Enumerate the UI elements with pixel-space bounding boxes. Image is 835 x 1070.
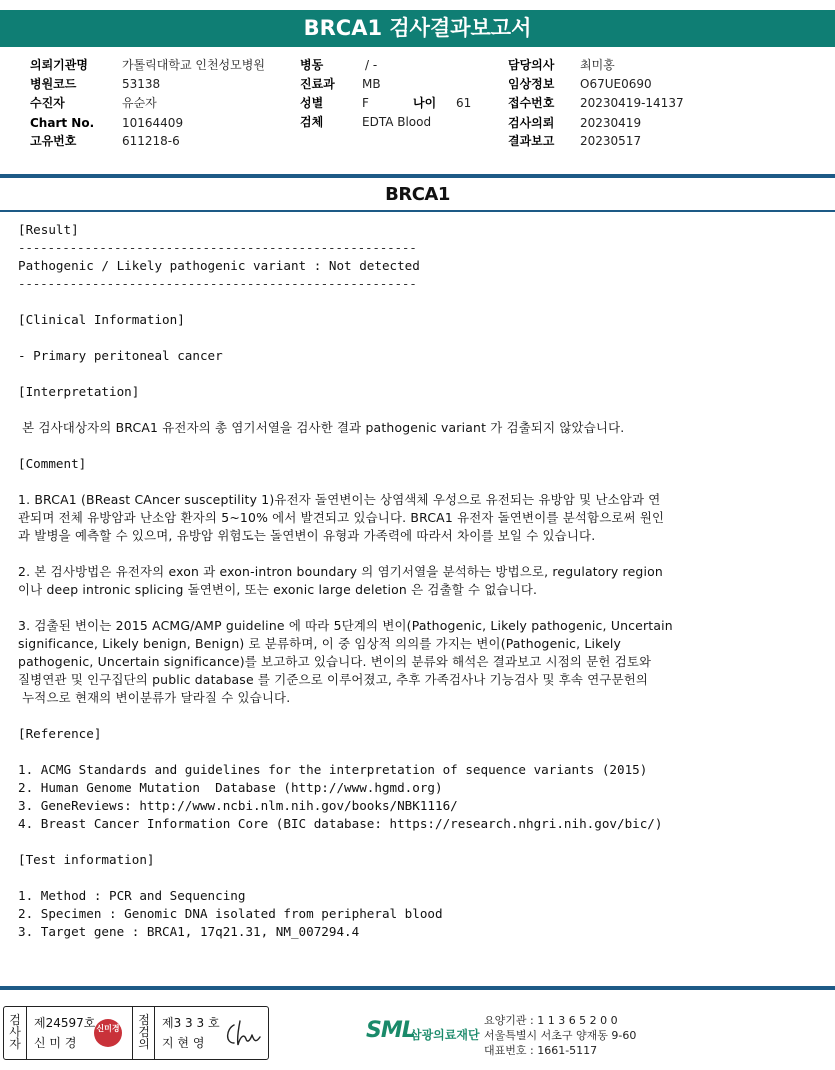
org-name: 삼광의료재단	[410, 1028, 480, 1042]
sml-logo	[366, 1018, 415, 1044]
test-info-item: 2. Specimen : Genomic DNA isolated from peripheral blood	[18, 906, 443, 921]
value-receipt-no: 20230419-14137	[580, 96, 684, 110]
comment-3-line: 질병연관 및 인구집단의 public database 를 기준으로 이루어졌고, 추후 가족검사나 기능검사 및 후속 연구문헌의	[18, 672, 649, 687]
header-divider	[0, 174, 835, 178]
inspector-name: 신 미 경	[34, 1036, 77, 1050]
result-text: Pathogenic / Likely pathogenic variant : Not detected	[18, 258, 420, 273]
test-info-item: 1. Method : PCR and Sequencing	[18, 888, 246, 903]
section-title: BRCA1	[385, 184, 450, 205]
comment-2-line: 2. 본 검사방법은 유전자의 exon 과 exon-intron boundary 의 염기서열을 분석하는 방법으로, regulatory region	[18, 564, 663, 579]
comment-1-line: 관되며 전체 유방암과 난소암 환자의 5~10% 에서 발견되고 있습니다. BRCA1 유전자 돌연변이를 분석함으로써 원인	[18, 510, 665, 525]
org-info-phone: 대표번호 : 1661-5117	[484, 1044, 598, 1057]
value-sex: F	[362, 96, 369, 110]
value-patient: 유순자	[122, 96, 157, 110]
comment-1-line: 과 발병을 예측할 수 있으며, 유방암 위험도는 돌연변이 유형과 가족력에 따라서 차이를 보일 수 있습니다.	[18, 528, 596, 543]
inspector-seal-stamp: 신미경	[94, 1019, 122, 1047]
clinical-heading: [Clinical Information]	[18, 312, 185, 327]
inspector-license-no: 제24597호	[34, 1016, 96, 1030]
value-chart-no: 10164409	[122, 116, 184, 130]
comment-3-line: pathogenic, Uncertain significance)를 보고하고 있습니다. 변이의 분류와 해석은 결과보고 시점의 문헌 검토와	[18, 654, 652, 669]
comment-heading: [Comment]	[18, 456, 87, 471]
comment-2-line: 이나 deep intronic splicing 돌연변이, 또는 exonic large deletion 은 검출할 수 없습니다.	[18, 582, 538, 597]
reviewer-label	[137, 1014, 151, 1050]
reviewer-label-char: 의	[138, 1037, 150, 1051]
comment-3-line: 누적으로 현재의 변이분류가 달라질 수 있습니다.	[18, 690, 291, 705]
clinical-text: - Primary peritoneal cancer	[18, 348, 223, 363]
interpretation-heading: [Interpretation]	[18, 384, 140, 399]
label-patient: 수진자	[30, 96, 65, 110]
inspector-label-char: 검	[9, 1013, 21, 1027]
comment-3-line: 3. 검출된 변이는 2015 ACMG/AMP guideline 에 따라 5단계의 변이(Pathogenic, Likely pathogenic, Uncertain	[18, 618, 673, 633]
inspector-label-char: 사	[9, 1025, 21, 1039]
label-unique-id: 고유번호	[30, 134, 77, 148]
label-department: 진료과	[300, 77, 335, 91]
reference-heading: [Reference]	[18, 726, 102, 741]
inspector-label-char: 자	[9, 1037, 21, 1051]
value-unique-id: 611218-6	[122, 134, 180, 148]
value-age: 61	[456, 96, 472, 110]
value-department: MB	[362, 77, 381, 91]
label-report-date: 결과보고	[508, 134, 555, 148]
reference-item: 2. Human Genome Mutation Database (http://www.hgmd.org)	[18, 780, 443, 795]
test-info-item: 3. Target gene : BRCA1, 17q21.31, NM_007294.4	[18, 924, 360, 939]
label-chart-no: Chart No.	[30, 116, 95, 130]
org-info-license: 요양기관 : 1 1 3 6 5 2 0 0	[484, 1014, 618, 1027]
label-sex: 성별	[300, 96, 324, 110]
footer-divider	[0, 986, 835, 990]
sig-divider	[26, 1007, 27, 1059]
signature-box	[3, 1006, 269, 1060]
label-age: 나이	[413, 96, 437, 110]
label-receipt-no: 접수번호	[508, 96, 555, 110]
label-ward: 병동	[300, 58, 324, 72]
reference-item: 4. Breast Cancer Information Core (BIC database: https://research.nhgri.nih.gov/bic/)	[18, 816, 663, 831]
reviewer-label-char: 검	[138, 1025, 150, 1039]
reviewer-signature	[222, 1017, 262, 1051]
label-hospital-code: 병원코드	[30, 77, 77, 91]
result-heading: [Result]	[18, 222, 79, 237]
dash-separator-top: ------------------------------------------------------	[18, 240, 417, 255]
value-ward: / -	[365, 58, 378, 72]
value-requesting-institution: 가톨릭대학교 인천성모병원	[122, 58, 265, 72]
value-report-date: 20230517	[580, 134, 642, 148]
reviewer-license-no: 제3 3 3 호	[162, 1016, 220, 1030]
reviewer-name: 지 현 영	[162, 1036, 205, 1050]
sig-divider	[154, 1007, 155, 1059]
comment-1-line: 1. BRCA1 (BReast CAncer susceptility 1)유전자 돌연변이는 상염색체 우성으로 유전되는 유방암 및 난소암과 연	[18, 492, 661, 507]
value-request-date: 20230419	[580, 116, 642, 130]
label-clinical-info: 임상정보	[508, 77, 555, 91]
reference-item: 3. GeneReviews: http://www.ncbi.nlm.nih.gov/books/NBK1116/	[18, 798, 458, 813]
section-divider	[0, 210, 835, 212]
test-info-heading: [Test information]	[18, 852, 155, 867]
inspector-label	[8, 1014, 22, 1050]
org-info-address: 서울특별시 서초구 양재동 9-60	[484, 1029, 637, 1042]
reviewer-label-char: 점	[138, 1013, 150, 1027]
label-requesting-institution: 의뢰기관명	[30, 58, 88, 72]
value-attending-doctor: 최미홍	[580, 58, 615, 72]
label-specimen: 검체	[300, 115, 324, 129]
sml-logo-text: SML	[366, 1018, 415, 1043]
value-specimen: EDTA Blood	[362, 115, 432, 129]
sig-divider	[132, 1007, 133, 1059]
interpretation-text: 본 검사대상자의 BRCA1 유전자의 총 염기서열을 검사한 결과 pathogenic variant 가 검출되지 않았습니다.	[18, 420, 625, 435]
reference-item: 1. ACMG Standards and guidelines for the interpretation of sequence variants (2015)	[18, 762, 648, 777]
value-clinical-info: O67UE0690	[580, 77, 652, 91]
label-request-date: 검사의뢰	[508, 116, 555, 130]
label-attending-doctor: 담당의사	[508, 58, 555, 72]
report-title: BRCA1 검사결과보고서	[0, 10, 835, 47]
comment-3-line: significance, Likely benign, Benign) 로 분류하며, 이 중 임상적 의의를 가지는 변이(Pathogenic, Likely	[18, 636, 622, 651]
dash-separator-bottom: ------------------------------------------------------	[18, 276, 417, 291]
value-hospital-code: 53138	[122, 77, 161, 91]
